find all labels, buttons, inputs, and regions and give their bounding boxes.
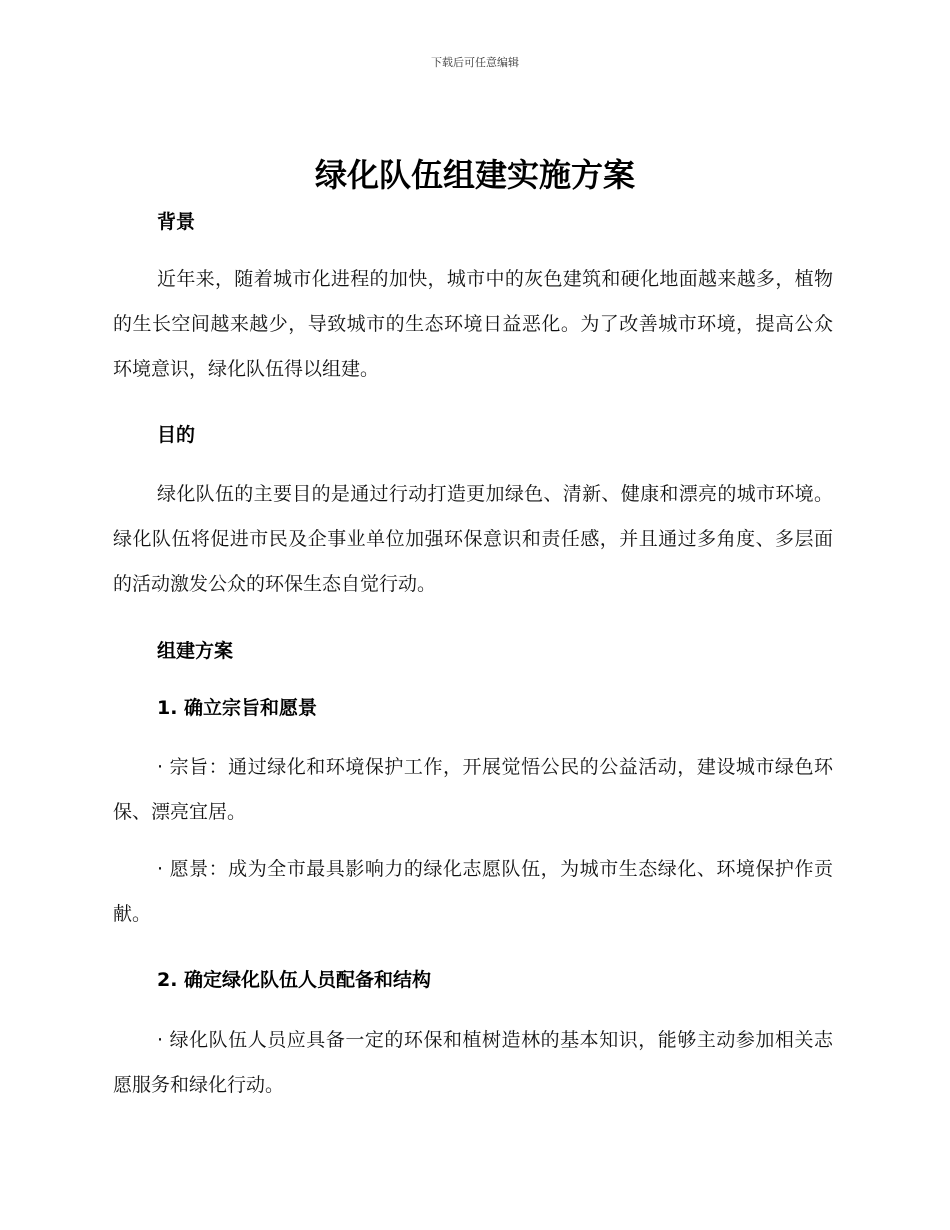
document-title: 绿化队伍组建实施方案 — [314, 156, 635, 194]
header-note: 下载后可任意编辑 — [431, 56, 519, 69]
list-item: · 绿化队伍人员应具备一定的环保和植树造林的基本知识，能够主动参加相关志愿服务和绿化行动。 — [113, 1029, 833, 1096]
section-heading-purpose: 目的 — [157, 424, 196, 446]
document-body — [113, 206, 833, 1108]
list-item: · 愿景：成为全市最具影响力的绿化志愿队伍，为城市生态绿化、环境保护作贡献。 — [113, 858, 833, 925]
list-item: · 宗旨：通过绿化和环境保护工作，开展觉悟公民的公益活动，建设城市绿色环保、漂亮宜居。 — [113, 756, 833, 823]
paragraph-purpose: 绿化队伍的主要目的是通过行动打造更加绿色、清新、健康和漂亮的城市环境。绿化队伍将促进市民及企事业单位加强环保意识和责任感，并且通过多角度、多层面的活动激发公众的环保生态自觉行动。 — [113, 483, 833, 595]
step-heading-1: 1. 确立宗旨和愿景 — [157, 697, 318, 719]
section-heading-plan: 组建方案 — [157, 640, 234, 662]
step-heading-2: 2. 确定绿化队伍人员配备和结构 — [157, 969, 432, 991]
section-heading-background: 背景 — [157, 211, 196, 233]
paragraph-background: 近年来，随着城市化进程的加快，城市中的灰色建筑和硬化地面越来越多，植物的生长空间越来越少，导致城市的生态环境日益恶化。为了改善城市环境，提高公众环境意识，绿化队伍得以组建。 — [113, 268, 833, 380]
